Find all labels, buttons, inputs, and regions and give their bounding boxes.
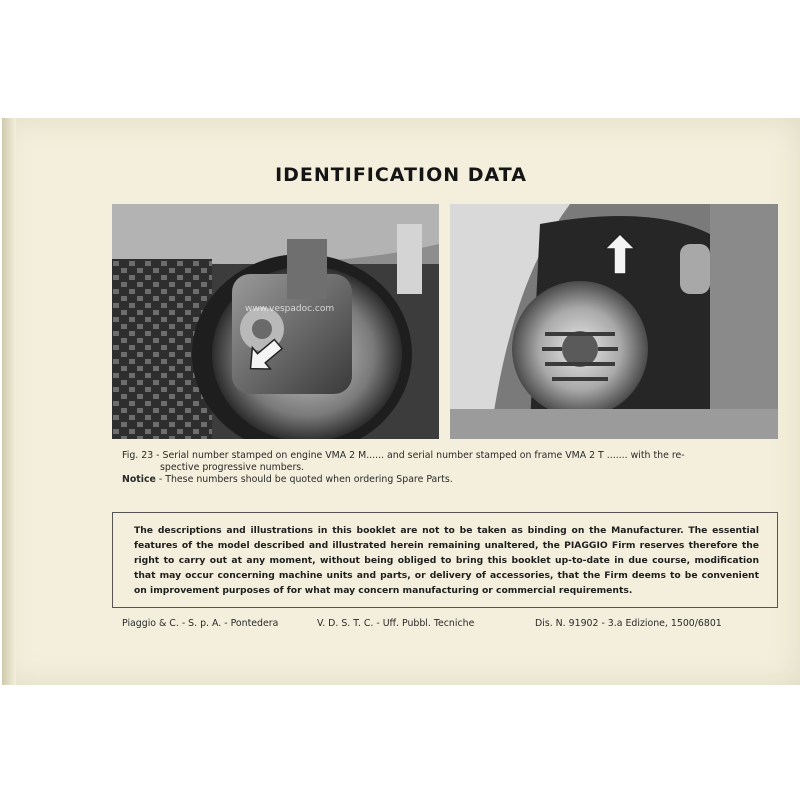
notice-label: Notice: [122, 474, 156, 485]
figure-caption: [122, 450, 774, 486]
footer-edition: Dis. N. 91902 - 3.a Edizione, 1500/6801: [535, 618, 722, 629]
caption-line-2: spective progressive numbers.: [160, 462, 305, 473]
page-title: IDENTIFICATION DATA: [275, 164, 527, 186]
engine-photo: [112, 204, 439, 439]
footer-publisher: Piaggio & C. - S. p. A. - Pontedera: [122, 618, 279, 629]
notice-text: - These numbers should be quoted when ordering Spare Parts.: [155, 474, 453, 485]
notice-line: [122, 474, 774, 486]
booklet-page: [2, 118, 800, 685]
page-spine: [2, 118, 16, 685]
disclaimer-text: The descriptions and illustrations in this booklet are not to be taken as binding on the Manufacturer. The essential features of the model described and illustrated herein remaining unaltered, the PIAGGIO Firm reserves therefore the right to carry out at any moment, without being obliged to bring this booklet up-to-date in due course, modification that may occur concerning machine units and parts, or delivery of accessories, that the Firm deems to be convenient on improvement purposes of for what may concern manufacturing or commercial requirements.: [134, 525, 759, 596]
frame-photo: [450, 204, 778, 439]
caption-line-1: Fig. 23 - Serial number stamped on engine VMA 2 M...... and serial number stamped on frame VMA 2 T ....... with the re-: [122, 450, 685, 461]
footer-department: V. D. S. T. C. - Uff. Pubbl. Tecniche: [317, 618, 475, 629]
disclaimer-box: [112, 512, 778, 608]
watermark-text: www.vespadoc.com: [245, 304, 335, 314]
